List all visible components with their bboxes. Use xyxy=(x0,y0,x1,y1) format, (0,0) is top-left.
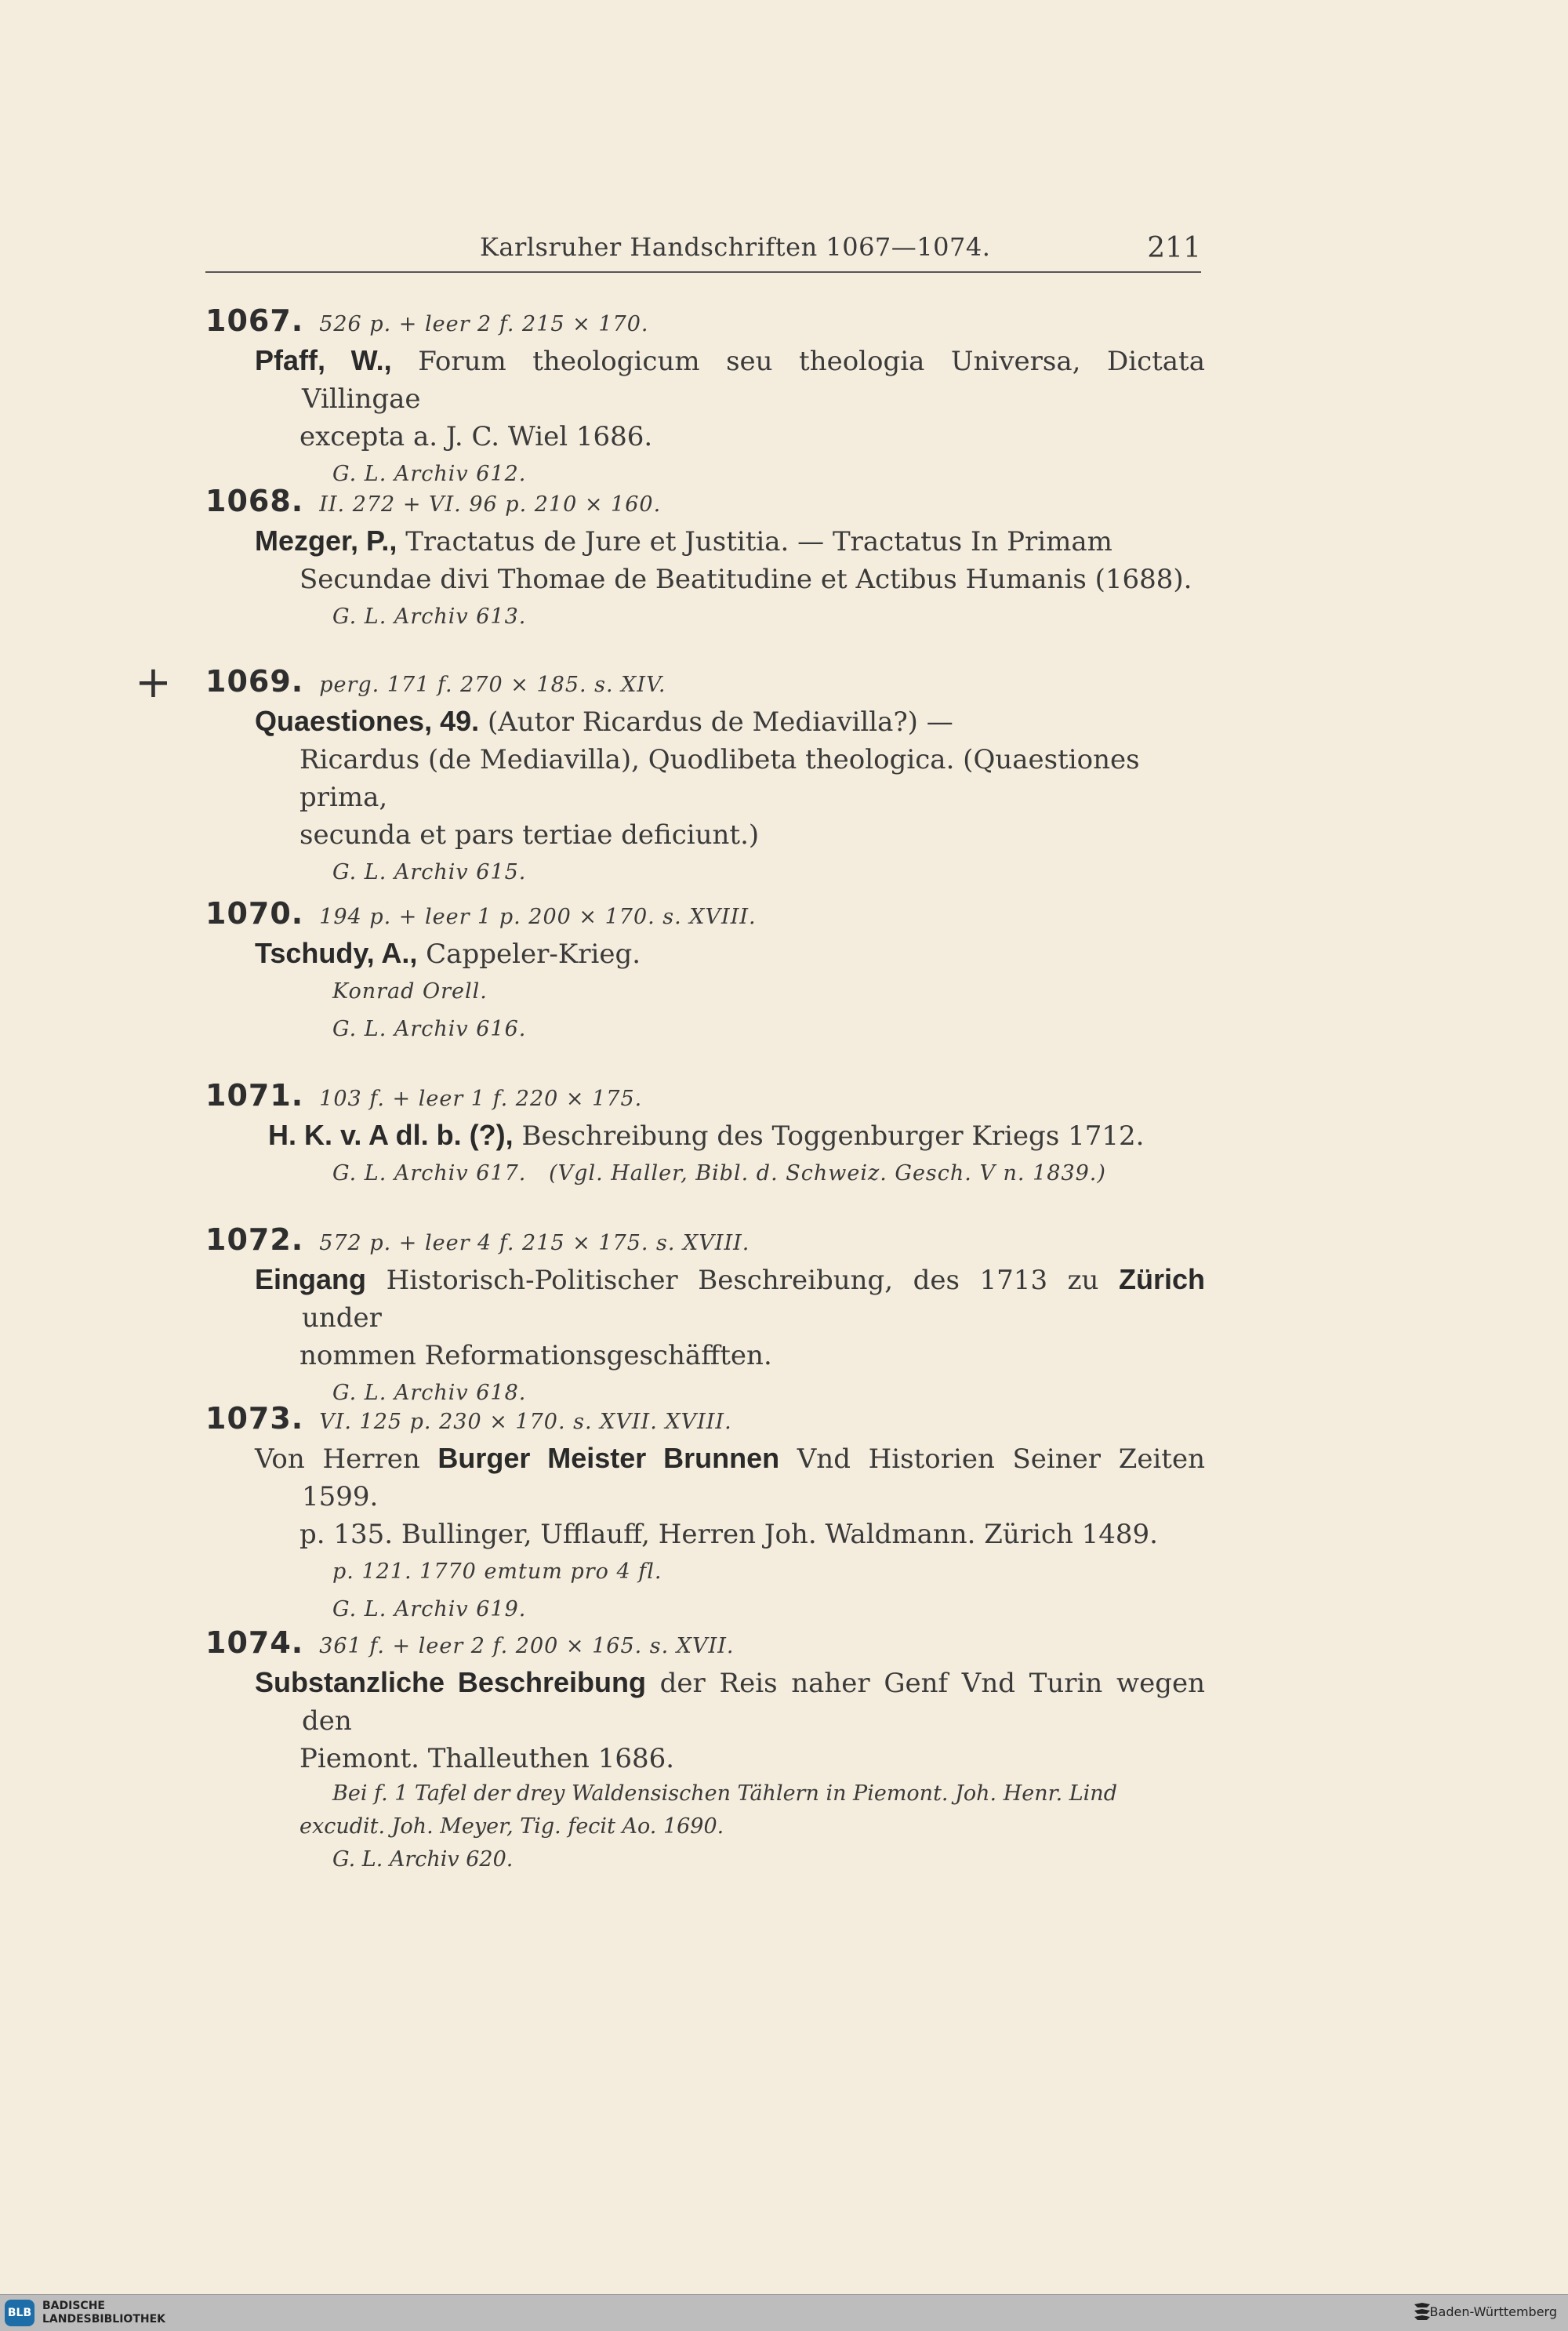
entry-number: 1071. xyxy=(205,1078,304,1113)
entry-text: Substanzliche Beschreibung der Reis naher Genf Vnd Turin wegen den xyxy=(255,1666,1205,1737)
entry-number: 1067. xyxy=(205,303,304,338)
entry-meta: 572 p. + leer 4 f. 215 × 175. s. XVIII. xyxy=(319,1231,750,1255)
catalog-entry-1067 xyxy=(205,300,1205,493)
entry-note-cont: excudit. Joh. Meyer, Tig. fecit Ao. 1690. xyxy=(299,1814,724,1839)
entry-text: Von Herren Burger Meister Brunnen Vnd Historien Seiner Zeiten 1599. xyxy=(255,1442,1205,1512)
entry-note: Konrad Orell. xyxy=(332,979,488,1004)
entry-author: Eingang xyxy=(255,1263,366,1295)
entry-note: p. 121. 1770 emtum pro 4 fl. xyxy=(332,1559,662,1584)
entry-text-cont: Ricardus (de Mediavilla), Quodlibeta theologica. (Quaestiones prima, xyxy=(299,744,1140,813)
entry-author: Quaestiones, 49. xyxy=(255,705,480,737)
entry-archive-line: G. L. Archiv 617. (Vgl. Haller, Bibl. d. Schweiz. Gesch. V n. 1839.) xyxy=(332,1161,1106,1185)
running-header xyxy=(205,232,1201,273)
page-number: 211 xyxy=(1147,232,1201,264)
entry-meta: 526 p. + leer 2 f. 215 × 170. xyxy=(319,312,649,336)
header-title: Karlsruher Handschriften 1067—1074. xyxy=(480,232,991,262)
entry-author: Pfaff, W., xyxy=(255,344,392,376)
entry-text-cont: p. 135. Bullinger, Ufflauff, Herren Joh. Waldmann. Zürich 1489. xyxy=(299,1519,1158,1550)
entry-number: 1074. xyxy=(205,1625,304,1660)
entry-archive: G. L. Archiv 613. xyxy=(332,605,527,629)
viewer-footer xyxy=(0,2294,1568,2331)
entry-number: 1073. xyxy=(205,1401,304,1436)
baden-wuerttemberg-label[interactable]: Baden-Württemberg xyxy=(1429,2304,1557,2319)
catalog-entry-1072 xyxy=(205,1218,1205,1412)
entry-archive: G. L. Archiv 615. xyxy=(332,860,527,884)
entry-author: H. K. v. A dl. b. (?), xyxy=(268,1119,514,1151)
entry-text-cont: Piemont. Thalleuthen 1686. xyxy=(299,1743,675,1774)
entry-meta: 103 f. + leer 1 f. 220 × 175. xyxy=(319,1087,643,1111)
entry-note: Bei f. 1 Tafel der drey Waldensischen Tählern in Piemont. Joh. Henr. Lind xyxy=(332,1781,1117,1806)
catalog-entry-1069 xyxy=(205,660,1205,891)
archive-note: (Vgl. Haller, Bibl. d. Schweiz. Gesch. V n. 1839.) xyxy=(549,1161,1106,1185)
entry-text-cont: secunda et pars tertiae deficiunt.) xyxy=(299,819,760,851)
entry-archive: G. L. Archiv 620. xyxy=(332,1847,514,1872)
entry-text: Tschudy, A., Cappeler-Krieg. xyxy=(255,937,641,970)
entry-number: 1070. xyxy=(205,896,304,931)
entry-archive: G. L. Archiv 619. xyxy=(332,1597,527,1621)
entry-number: 1072. xyxy=(205,1222,304,1257)
entry-number: 1068. xyxy=(205,484,304,518)
blb-logo[interactable]: BLB xyxy=(5,2300,34,2326)
entry-meta: VI. 125 p. 230 × 170. s. XVII. XVIII. xyxy=(319,1410,732,1434)
entry-archive: G. L. Archiv 618. xyxy=(332,1381,527,1405)
entry-text: H. K. v. A dl. b. (?), Beschreibung des Toggenburger Kriegs 1712. xyxy=(268,1119,1145,1152)
catalog-entry-1071 xyxy=(205,1074,1205,1193)
entry-archive: G. L. Archiv 616. xyxy=(332,1017,527,1041)
entry-author: Burger Meister Brunnen xyxy=(437,1442,780,1474)
margin-plus-mark: + xyxy=(135,657,172,708)
entry-text: Mezger, P., Tractatus de Jure et Justitia. — Tractatus In Primam xyxy=(255,525,1112,557)
entry-text-cont: Secundae divi Thomae de Beatitudine et Actibus Humanis (1688). xyxy=(299,564,1192,595)
entry-meta: 361 f. + leer 2 f. 200 × 165. s. XVII. xyxy=(319,1634,735,1658)
entry-meta: perg. 171 f. 270 × 185. s. XIV. xyxy=(319,673,666,697)
entry-author: Substanzliche Beschreibung xyxy=(255,1666,646,1698)
entry-author: Tschudy, A., xyxy=(255,937,418,969)
catalog-entry-1073 xyxy=(205,1397,1205,1628)
catalog-entry-1068 xyxy=(205,480,1205,636)
entry-meta: 194 p. + leer 1 p. 200 × 170. s. XVIII. xyxy=(319,905,757,929)
entry-text: Pfaff, W., Forum theologicum seu theologia Universa, Dictata Villingae xyxy=(255,344,1205,415)
blb-name: BADISCHE LANDESBIBLIOTHEK xyxy=(42,2300,166,2326)
entry-text-cont: excepta a. J. C. Wiel 1686. xyxy=(299,421,653,452)
entry-meta: II. 272 + VI. 96 p. 210 × 160. xyxy=(319,492,662,517)
catalog-entry-1074 xyxy=(205,1621,1205,1876)
entry-bold-term: Zürich xyxy=(1119,1263,1206,1295)
entry-text-cont: nommen Reformationsgeschäfften. xyxy=(299,1340,772,1371)
catalog-entry-1070 xyxy=(205,892,1205,1048)
entry-author: Mezger, P., xyxy=(255,525,397,557)
entry-text: Eingang Historisch-Politischer Beschreibung, des 1713 zu Zürich under xyxy=(255,1263,1206,1334)
entry-number: 1069. xyxy=(205,664,304,699)
entry-text: Quaestiones, 49. (Autor Ricardus de Mediavilla?) — xyxy=(255,705,953,738)
entry-archive: G. L. Archiv 612. xyxy=(332,462,527,486)
